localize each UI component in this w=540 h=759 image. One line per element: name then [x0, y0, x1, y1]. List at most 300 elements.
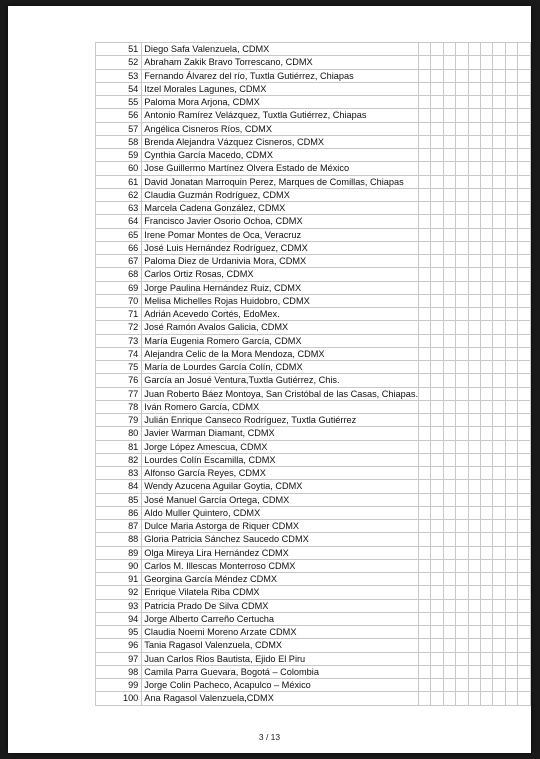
empty-cell [518, 69, 531, 82]
table-row [96, 559, 531, 572]
table-row [96, 626, 531, 639]
empty-cell [493, 586, 505, 599]
empty-cell [518, 573, 531, 586]
empty-cell [493, 533, 505, 546]
row-number: 83 [96, 467, 142, 480]
empty-cell [468, 520, 480, 533]
empty-cell [443, 122, 455, 135]
empty-cell [505, 533, 517, 546]
empty-cell [468, 692, 480, 705]
empty-cell [493, 202, 505, 215]
empty-cell [493, 559, 505, 572]
empty-cell [518, 414, 531, 427]
row-number: 60 [96, 162, 142, 175]
empty-cell [419, 162, 431, 175]
table-row [96, 506, 531, 519]
empty-cell [431, 347, 443, 360]
table-row [96, 268, 531, 281]
empty-cell [480, 215, 492, 228]
empty-cell [443, 135, 455, 148]
empty-cell [518, 546, 531, 559]
empty-cell [480, 414, 492, 427]
empty-cell [419, 493, 431, 506]
empty-cell [431, 268, 443, 281]
table-row [96, 361, 531, 374]
empty-cell [419, 665, 431, 678]
empty-cell [480, 626, 492, 639]
empty-cell [419, 679, 431, 692]
table-row [96, 241, 531, 254]
empty-cell [456, 347, 468, 360]
empty-cell [518, 321, 531, 334]
empty-cell [456, 533, 468, 546]
empty-cell [468, 268, 480, 281]
empty-cell [468, 334, 480, 347]
row-name: Angélica Cisneros Ríos, CDMX [142, 122, 419, 135]
row-name: Javier Warman Diamant, CDMX [142, 427, 419, 440]
row-name: David Jonatan Marroquin Perez, Marques de Comillas, Chiapas [142, 175, 419, 188]
empty-cell [493, 400, 505, 413]
row-number: 92 [96, 586, 142, 599]
empty-cell [505, 414, 517, 427]
empty-cell [443, 387, 455, 400]
empty-cell [480, 69, 492, 82]
table-row [96, 122, 531, 135]
row-name: María Eugenia Romero García, CDMX [142, 334, 419, 347]
row-number: 53 [96, 69, 142, 82]
table-row [96, 387, 531, 400]
table-row [96, 281, 531, 294]
empty-cell [493, 652, 505, 665]
empty-cell [505, 96, 517, 109]
empty-cell [431, 162, 443, 175]
empty-cell [468, 281, 480, 294]
empty-cell [480, 639, 492, 652]
empty-cell [431, 652, 443, 665]
empty-cell [493, 599, 505, 612]
empty-cell [443, 520, 455, 533]
empty-cell [480, 586, 492, 599]
empty-cell [493, 639, 505, 652]
empty-cell [480, 241, 492, 254]
empty-cell [480, 281, 492, 294]
empty-cell [419, 228, 431, 241]
row-number: 51 [96, 43, 142, 56]
table-row [96, 665, 531, 678]
empty-cell [518, 533, 531, 546]
empty-cell [456, 387, 468, 400]
empty-cell [493, 96, 505, 109]
empty-cell [480, 228, 492, 241]
table-row [96, 202, 531, 215]
empty-cell [493, 387, 505, 400]
empty-cell [493, 241, 505, 254]
empty-cell [518, 453, 531, 466]
empty-cell [505, 427, 517, 440]
empty-cell [431, 109, 443, 122]
empty-cell [518, 96, 531, 109]
table-row [96, 493, 531, 506]
empty-cell [456, 679, 468, 692]
empty-cell [443, 612, 455, 625]
empty-cell [443, 559, 455, 572]
empty-cell [468, 665, 480, 678]
empty-cell [505, 387, 517, 400]
empty-cell [518, 599, 531, 612]
empty-cell [456, 162, 468, 175]
empty-cell [518, 109, 531, 122]
empty-cell [443, 586, 455, 599]
empty-cell [480, 692, 492, 705]
empty-cell [431, 43, 443, 56]
row-number: 98 [96, 665, 142, 678]
empty-cell [480, 400, 492, 413]
empty-cell [431, 626, 443, 639]
empty-cell [493, 308, 505, 321]
empty-cell [518, 308, 531, 321]
empty-cell [431, 281, 443, 294]
empty-cell [456, 109, 468, 122]
empty-cell [431, 308, 443, 321]
empty-cell [456, 440, 468, 453]
empty-cell [419, 149, 431, 162]
empty-cell [505, 281, 517, 294]
row-number: 93 [96, 599, 142, 612]
empty-cell [518, 467, 531, 480]
empty-cell [480, 347, 492, 360]
empty-cell [431, 69, 443, 82]
empty-cell [505, 374, 517, 387]
table-row [96, 467, 531, 480]
empty-cell [480, 202, 492, 215]
empty-cell [443, 639, 455, 652]
table-row [96, 520, 531, 533]
row-number: 68 [96, 268, 142, 281]
empty-cell [518, 188, 531, 201]
empty-cell [419, 281, 431, 294]
empty-cell [456, 573, 468, 586]
empty-cell [518, 665, 531, 678]
empty-cell [493, 493, 505, 506]
empty-cell [468, 188, 480, 201]
empty-cell [443, 400, 455, 413]
empty-cell [443, 361, 455, 374]
empty-cell [443, 546, 455, 559]
empty-cell [456, 559, 468, 572]
empty-cell [480, 308, 492, 321]
empty-cell [468, 43, 480, 56]
row-name: Alejandra Celic de la Mora Mendoza, CDMX [142, 347, 419, 360]
row-name: Fernando Álvarez del río, Tuxtla Gutiérrez, Chiapas [142, 69, 419, 82]
empty-cell [468, 493, 480, 506]
empty-cell [505, 520, 517, 533]
empty-cell [431, 400, 443, 413]
empty-cell [456, 546, 468, 559]
row-name: Jose Guillermo Martínez Olvera Estado de México [142, 162, 419, 175]
row-number: 69 [96, 281, 142, 294]
row-name: Claudia Noemi Moreno Arzate CDMX [142, 626, 419, 639]
empty-cell [505, 294, 517, 307]
empty-cell [518, 228, 531, 241]
empty-cell [493, 56, 505, 69]
empty-cell [480, 546, 492, 559]
empty-cell [419, 467, 431, 480]
empty-cell [505, 493, 517, 506]
empty-cell [443, 599, 455, 612]
empty-cell [480, 43, 492, 56]
empty-cell [419, 122, 431, 135]
empty-cell [419, 400, 431, 413]
table-row [96, 162, 531, 175]
row-name: Claudia Guzmán Rodríguez, CDMX [142, 188, 419, 201]
empty-cell [456, 453, 468, 466]
row-name: Aldo Muller Quintero, CDMX [142, 506, 419, 519]
empty-cell [480, 268, 492, 281]
row-name: Antonio Ramírez Velázquez, Tuxtla Gutiérrez, Chiapas [142, 109, 419, 122]
empty-cell [518, 215, 531, 228]
table-row [96, 175, 531, 188]
empty-cell [431, 559, 443, 572]
empty-cell [505, 361, 517, 374]
row-name: Marcela Cadena González, CDMX [142, 202, 419, 215]
empty-cell [480, 559, 492, 572]
empty-cell [480, 82, 492, 95]
empty-cell [456, 268, 468, 281]
table-row [96, 135, 531, 148]
empty-cell [419, 453, 431, 466]
table-row [96, 533, 531, 546]
empty-cell [493, 82, 505, 95]
row-name: Georgina García Méndez CDMX [142, 573, 419, 586]
table-row [96, 149, 531, 162]
empty-cell [480, 440, 492, 453]
empty-cell [419, 559, 431, 572]
empty-cell [431, 321, 443, 334]
table-row [96, 82, 531, 95]
empty-cell [431, 361, 443, 374]
empty-cell [431, 135, 443, 148]
empty-cell [505, 599, 517, 612]
empty-cell [419, 374, 431, 387]
empty-cell [431, 228, 443, 241]
empty-cell [480, 387, 492, 400]
empty-cell [419, 96, 431, 109]
empty-cell [456, 639, 468, 652]
row-number: 55 [96, 96, 142, 109]
row-number: 82 [96, 453, 142, 466]
row-name: Gloria Patricia Sánchez Saucedo CDMX [142, 533, 419, 546]
empty-cell [505, 639, 517, 652]
empty-cell [443, 215, 455, 228]
empty-cell [493, 692, 505, 705]
empty-cell [493, 347, 505, 360]
row-number: 85 [96, 493, 142, 506]
empty-cell [431, 599, 443, 612]
row-name: Alfonso García Reyes, CDMX [142, 467, 419, 480]
empty-cell [480, 109, 492, 122]
empty-cell [505, 559, 517, 572]
row-number: 59 [96, 149, 142, 162]
empty-cell [468, 533, 480, 546]
row-name: Adrián Acevedo Cortés, EdoMex. [142, 308, 419, 321]
empty-cell [480, 679, 492, 692]
empty-cell [443, 533, 455, 546]
row-number: 91 [96, 573, 142, 586]
empty-cell [456, 294, 468, 307]
empty-cell [480, 361, 492, 374]
empty-cell [493, 268, 505, 281]
empty-cell [443, 69, 455, 82]
empty-cell [419, 135, 431, 148]
empty-cell [480, 665, 492, 678]
empty-cell [505, 228, 517, 241]
row-name: Abraham Zakik Bravo Torrescano, CDMX [142, 56, 419, 69]
empty-cell [431, 692, 443, 705]
empty-cell [505, 573, 517, 586]
empty-cell [443, 506, 455, 519]
row-number: 70 [96, 294, 142, 307]
empty-cell [518, 162, 531, 175]
empty-cell [443, 321, 455, 334]
empty-cell [493, 69, 505, 82]
empty-cell [456, 122, 468, 135]
empty-cell [431, 255, 443, 268]
empty-cell [456, 175, 468, 188]
empty-cell [456, 361, 468, 374]
empty-cell [456, 506, 468, 519]
empty-cell [480, 149, 492, 162]
empty-cell [480, 493, 492, 506]
empty-cell [480, 427, 492, 440]
empty-cell [443, 294, 455, 307]
empty-cell [518, 334, 531, 347]
empty-cell [419, 69, 431, 82]
empty-cell [480, 453, 492, 466]
row-number: 78 [96, 400, 142, 413]
empty-cell [468, 414, 480, 427]
empty-cell [431, 546, 443, 559]
empty-cell [518, 692, 531, 705]
empty-cell [419, 56, 431, 69]
empty-cell [468, 215, 480, 228]
table-row [96, 573, 531, 586]
row-number: 79 [96, 414, 142, 427]
empty-cell [480, 188, 492, 201]
empty-cell [443, 679, 455, 692]
row-name: Camila Parra Guevara, Bogotá – Colombia [142, 665, 419, 678]
empty-cell [443, 573, 455, 586]
empty-cell [480, 480, 492, 493]
empty-cell [456, 43, 468, 56]
empty-cell [456, 626, 468, 639]
empty-cell [431, 480, 443, 493]
table-row [96, 294, 531, 307]
table-row [96, 347, 531, 360]
empty-cell [431, 453, 443, 466]
empty-cell [456, 520, 468, 533]
empty-cell [493, 573, 505, 586]
empty-cell [419, 639, 431, 652]
empty-cell [480, 175, 492, 188]
empty-cell [493, 122, 505, 135]
empty-cell [431, 467, 443, 480]
row-name: Paloma Mora Arjona, CDMX [142, 96, 419, 109]
row-number: 100 [96, 692, 142, 705]
row-name: Juan Carlos Rios Bautista, Ejido El Piru [142, 652, 419, 665]
row-name: Jorge Paulina Hernández Ruiz, CDMX [142, 281, 419, 294]
empty-cell [493, 188, 505, 201]
empty-cell [443, 109, 455, 122]
empty-cell [493, 255, 505, 268]
empty-cell [518, 43, 531, 56]
empty-cell [419, 308, 431, 321]
empty-cell [456, 414, 468, 427]
document-page [8, 6, 531, 753]
empty-cell [431, 520, 443, 533]
table-row [96, 215, 531, 228]
row-number: 80 [96, 427, 142, 440]
row-name: Jorge Colin Pacheco, Acapulco – México [142, 679, 419, 692]
row-name: Patricia Prado De Silva CDMX [142, 599, 419, 612]
empty-cell [443, 202, 455, 215]
empty-cell [493, 546, 505, 559]
empty-cell [505, 546, 517, 559]
empty-cell [419, 480, 431, 493]
empty-cell [518, 440, 531, 453]
table-row [96, 96, 531, 109]
table-row [96, 652, 531, 665]
empty-cell [493, 149, 505, 162]
empty-cell [456, 599, 468, 612]
empty-cell [468, 294, 480, 307]
empty-cell [456, 135, 468, 148]
empty-cell [468, 400, 480, 413]
empty-cell [505, 215, 517, 228]
empty-cell [493, 520, 505, 533]
empty-cell [468, 122, 480, 135]
empty-cell [493, 109, 505, 122]
empty-cell [493, 427, 505, 440]
empty-cell [419, 546, 431, 559]
empty-cell [505, 56, 517, 69]
row-name: Paloma Diez de Urdanivia Mora, CDMX [142, 255, 419, 268]
empty-cell [505, 400, 517, 413]
empty-cell [431, 427, 443, 440]
row-number: 62 [96, 188, 142, 201]
empty-cell [443, 347, 455, 360]
row-number: 94 [96, 612, 142, 625]
empty-cell [480, 506, 492, 519]
empty-cell [518, 255, 531, 268]
empty-cell [443, 665, 455, 678]
empty-cell [431, 188, 443, 201]
empty-cell [493, 626, 505, 639]
empty-cell [468, 202, 480, 215]
empty-cell [443, 96, 455, 109]
empty-cell [493, 414, 505, 427]
empty-cell [505, 612, 517, 625]
table-row [96, 599, 531, 612]
empty-cell [480, 374, 492, 387]
row-number: 75 [96, 361, 142, 374]
empty-cell [468, 573, 480, 586]
empty-cell [431, 573, 443, 586]
empty-cell [505, 43, 517, 56]
row-name: Dulce Maria Astorga de Riquer CDMX [142, 520, 419, 533]
empty-cell [419, 440, 431, 453]
empty-cell [468, 56, 480, 69]
table-row [96, 188, 531, 201]
